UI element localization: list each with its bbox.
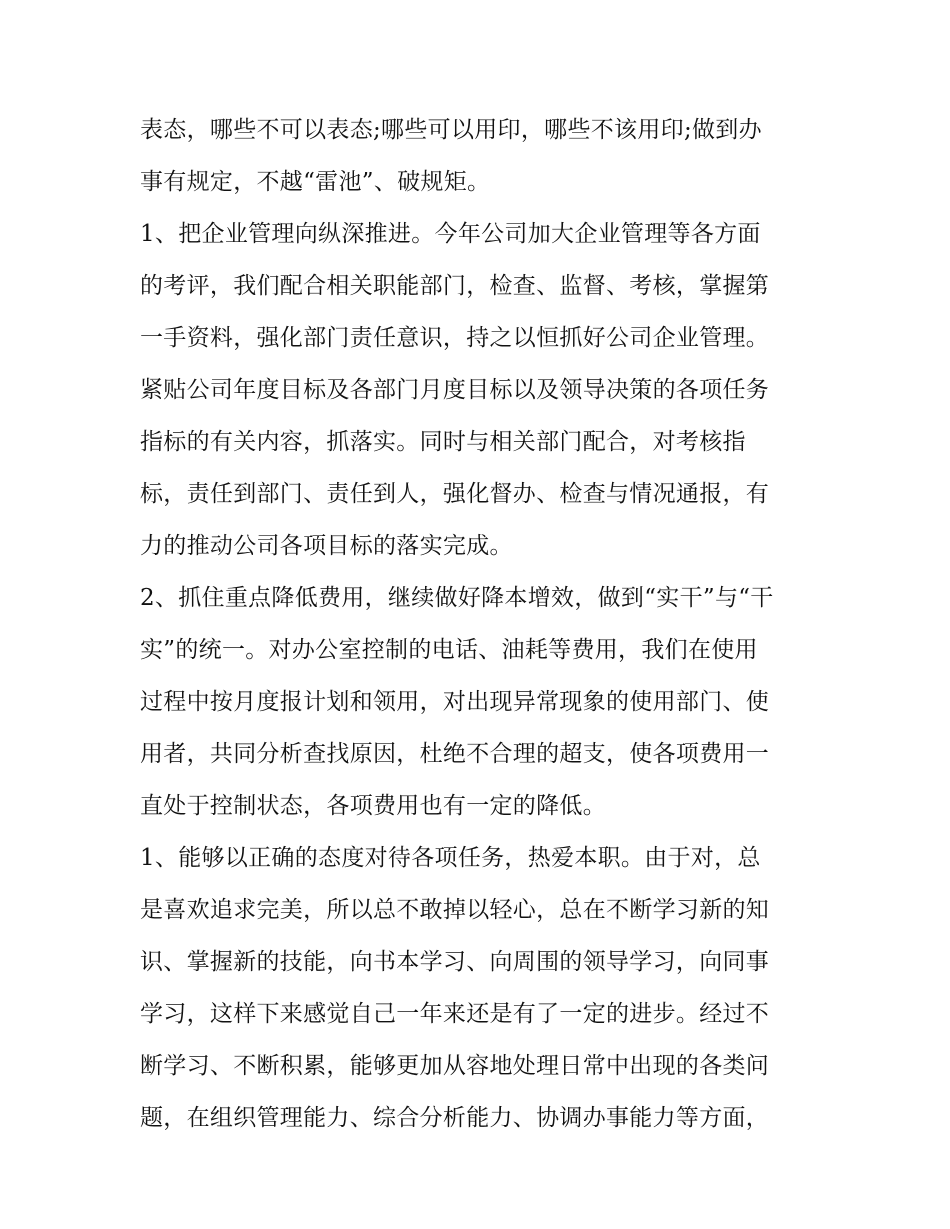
text-line: 实”的统一。对办公室控制的电话、油耗等费用，我们在使用: [140, 637, 758, 663]
text-line: 表态，哪些不可以表态;哪些可以用印，哪些不该用印;做到办: [140, 117, 762, 143]
text-line: 过程中按月度报计划和领用，对出现异常现象的使用部门、使: [140, 689, 770, 715]
text-line: 事有规定，不越“雷池”、破规矩。: [140, 169, 491, 195]
text-line: 紧贴公司年度目标及各部门月度目标以及领导决策的各项任务: [140, 377, 770, 403]
text-line: 题，在组织管理能力、综合分析能力、协调办事能力等方面，: [140, 1105, 770, 1131]
text-line: 的考评，我们配合相关职能部门，检查、监督、考核，掌握第: [140, 273, 770, 299]
text-line: 标，责任到部门、责任到人，强化督办、检查与情况通报，有: [140, 481, 770, 507]
document-body: [140, 104, 820, 1144]
text-line: 1、能够以正确的态度对待各项任务，热爱本职。由于对，总: [140, 845, 761, 871]
text-line: 2、抓住重点降低费用，继续做好降本增效，做到“实干”与“干: [140, 585, 774, 611]
text-line: 直处于控制状态，各项费用也有一定的降低。: [140, 793, 606, 819]
text-line: 断学习、不断积累，能够更加从容地处理日常中出现的各类问: [140, 1053, 770, 1079]
text-line: 识、掌握新的技能，向书本学习、向周围的领导学习，向同事: [140, 949, 770, 975]
text-line: 是喜欢追求完美，所以总不敢掉以轻心，总在不断学习新的知: [140, 897, 770, 923]
text-line: 指标的有关内容，抓落实。同时与相关部门配合，对考核指: [140, 429, 746, 455]
text-line: 1、把企业管理向纵深推进。今年公司加大企业管理等各方面: [140, 221, 761, 247]
text-line: 用者，共同分析查找原因，杜绝不合理的超支，使各项费用一: [140, 741, 770, 767]
text-line: 一手资料，强化部门责任意识，持之以恒抓好公司企业管理。: [140, 325, 770, 351]
text-line: 学习，这样下来感觉自己一年来还是有了一定的进步。经过不: [140, 1001, 770, 1027]
text-line: 力的推动公司各项目标的落实完成。: [140, 533, 513, 559]
